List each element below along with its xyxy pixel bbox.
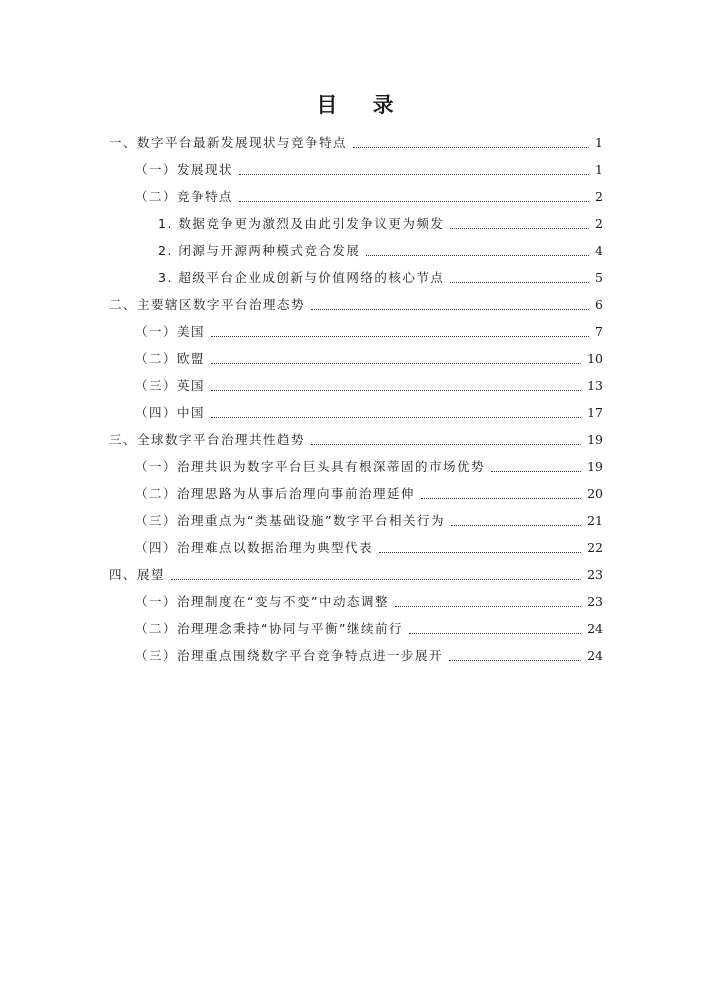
toc-entry[interactable] [135,367,603,394]
toc-entry-label: （三）英国 [135,378,206,393]
dot-leader [211,335,589,337]
toc-entry-label: 3. 超级平台企业成创新与价值网络的核心节点 [158,270,445,285]
toc-entry-label: 三、全球数字平台治理共性趋势 [109,432,306,447]
toc-entry[interactable] [135,448,603,475]
toc-entry-label: 四、展望 [109,567,166,582]
toc-entry[interactable] [135,340,603,367]
toc-entry-page: 7 [595,324,603,339]
toc-entry-page: 19 [587,432,603,447]
toc-entry[interactable] [158,232,603,259]
dot-leader [409,632,581,634]
dot-leader [239,200,589,202]
toc-entry-label: 2. 闭源与开源两种模式竞合发展 [158,243,361,258]
toc-entry-page: 22 [587,540,603,555]
toc-entry-label: （三）治理重点为“类基础设施”数字平台相关行为 [135,513,445,528]
toc-entry[interactable] [109,556,603,583]
dot-leader [421,497,581,499]
dot-leader [311,308,589,310]
toc-entry[interactable] [109,124,603,151]
toc-entry-label: （三）治理重点围绕数字平台竞争特点进一步展开 [135,648,444,663]
toc-entry-label: （一）治理制度在“变与不变”中动态调整 [135,594,389,609]
dot-leader [211,362,581,364]
toc-entry-page: 1 [595,135,603,150]
toc-entry-page: 20 [587,486,603,501]
toc-entry-page: 23 [587,567,603,582]
toc-entry[interactable] [135,313,603,340]
toc-entry-label: （二）竞争特点 [135,189,234,204]
toc-entry-page: 4 [595,243,603,258]
dot-leader [450,281,589,283]
toc-entry-page: 24 [587,621,603,636]
toc-entry[interactable] [135,475,603,502]
toc-entry-label: 二、主要辖区数字平台治理态势 [109,297,306,312]
dot-leader [395,605,581,607]
toc-entry-label: （四）中国 [135,405,206,420]
toc-entry[interactable] [135,151,603,178]
toc-entry[interactable] [158,259,603,286]
toc-entry[interactable] [135,178,603,205]
toc-entry-page: 17 [587,405,603,420]
toc-entry-label: （二）治理思路为从事后治理向事前治理延伸 [135,486,416,501]
toc-entry-label: （二）治理理念秉持“协同与平衡”继续前行 [135,621,403,636]
toc-entry[interactable] [109,286,603,313]
toc-entry-label: 1. 数据竞争更为激烈及由此引发争议更为频发 [158,216,445,231]
toc-entry[interactable] [158,205,603,232]
toc-entry-page: 13 [587,378,603,393]
dot-leader [450,227,589,229]
toc-entry-page: 10 [587,351,603,366]
toc-entry[interactable] [135,394,603,421]
dot-leader [491,470,581,472]
toc-entry[interactable] [135,637,603,664]
dot-leader [451,524,581,526]
toc-entry-page: 23 [587,594,603,609]
toc-entry-label: 一、数字平台最新发展现状与竞争特点 [109,135,348,150]
toc-entry-page: 2 [595,189,603,204]
toc-entry-label: （一）发展现状 [135,162,234,177]
toc-entry-page: 24 [587,648,603,663]
toc-entry[interactable] [109,421,603,448]
dot-leader [449,659,581,661]
toc-entry-label: （一）治理共识为数字平台巨头具有根深蒂固的市场优势 [135,459,486,474]
dot-leader [211,416,581,418]
toc-entry-page: 19 [587,459,603,474]
toc-entry-label: （二）欧盟 [135,351,206,366]
toc-entry-page: 1 [595,162,603,177]
page-title: 目 录 [316,93,408,117]
toc-entry-label: （一）美国 [135,324,206,339]
dot-leader [366,254,589,256]
dot-leader [239,173,589,175]
dot-leader [311,443,581,445]
dot-leader [379,551,581,553]
dot-leader [353,146,589,148]
dot-leader [171,578,581,580]
toc-entry-label: （四）治理难点以数据治理为典型代表 [135,540,374,555]
toc-entry[interactable] [135,529,603,556]
toc-entry-page: 2 [595,216,603,231]
dot-leader [211,389,581,391]
toc-entry[interactable] [135,610,603,637]
toc-entry-page: 21 [587,513,603,528]
toc-entry-page: 6 [595,297,603,312]
toc-entry[interactable] [135,502,603,529]
toc-entry[interactable] [135,583,603,610]
toc-entry-page: 5 [595,270,603,285]
